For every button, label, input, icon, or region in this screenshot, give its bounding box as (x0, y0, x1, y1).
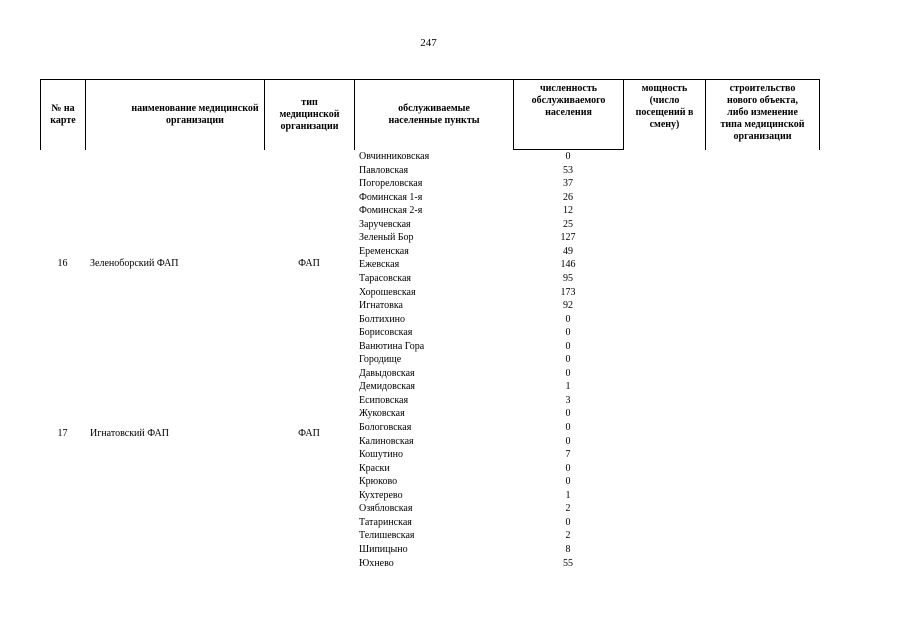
population-value: 0 (565, 367, 571, 379)
population-value: 1 (565, 489, 571, 501)
table-row (0, 177, 905, 191)
org-name: Зеленоборский ФАП (90, 258, 179, 269)
population-value: 49 (563, 245, 573, 257)
settlement-name: Жуковская (359, 408, 405, 420)
header-num: № на карте (40, 79, 85, 150)
table-row (0, 299, 905, 313)
table-row (0, 475, 905, 489)
table-row (0, 204, 905, 218)
population-value: 146 (560, 259, 576, 271)
table-row (0, 340, 905, 354)
org-type: ФАП (298, 428, 320, 439)
table-row (0, 380, 905, 394)
table-row (0, 407, 905, 421)
population-value: 0 (565, 435, 571, 447)
population-value: 0 (565, 313, 571, 325)
table-row (0, 462, 905, 476)
table-row (0, 516, 905, 530)
settlement-name: Фоминская 1-я (359, 191, 423, 203)
population-value: 95 (563, 272, 573, 284)
population-value: 0 (565, 340, 571, 352)
header-name: наименование медицинской организации (85, 79, 304, 150)
settlement-name: Павловская (359, 164, 409, 176)
table-row (0, 231, 905, 245)
population-value: 53 (563, 164, 573, 176)
population-value: 3 (565, 394, 571, 406)
header-type: тип медицинской организации (264, 79, 354, 150)
table-row (0, 367, 905, 381)
org-name: Игнатовский ФАП (90, 428, 169, 439)
table-row (0, 286, 905, 300)
population-value: 25 (563, 218, 573, 230)
table-row (0, 557, 905, 571)
settlement-name: Калиновская (359, 435, 414, 447)
settlement-name: Игнатовка (359, 300, 403, 312)
population-value: 55 (563, 557, 573, 569)
table-row (0, 218, 905, 232)
page-number: 247 (420, 37, 437, 49)
header-capacity: мощность (число посещений в смену) (623, 79, 705, 150)
settlement-name: Фоминская 2-я (359, 205, 423, 217)
population-value: 26 (563, 191, 573, 203)
settlement-name: Есиповская (359, 394, 409, 406)
settlement-name: Городище (359, 354, 402, 366)
population-value: 0 (565, 476, 571, 488)
settlement-name: Зеленый Бор (359, 232, 414, 244)
settlement-name: Тарасовская (359, 272, 412, 284)
population-value: 0 (565, 422, 571, 433)
population-value: 173 (560, 286, 576, 298)
population-value: 0 (565, 354, 571, 366)
table-row (0, 394, 905, 408)
population-value: 2 (565, 530, 571, 542)
header-construction: строительство нового объекта, либо изменение типа медицинской организации (705, 79, 820, 150)
table-row (0, 326, 905, 340)
table-row (0, 489, 905, 503)
settlement-name: Болтихино (359, 313, 406, 325)
table-row (0, 543, 905, 557)
population-value: 0 (565, 516, 571, 528)
header-settlements: обслуживаемые населенные пункты (354, 79, 513, 150)
settlement-name: Хорошевская (359, 286, 416, 298)
settlement-name: Ежевская (359, 259, 400, 271)
table-row (0, 353, 905, 367)
settlement-name: Кухтерево (359, 489, 403, 501)
settlement-name: Ванютина Гора (359, 340, 425, 352)
settlement-name: Погореловская (359, 178, 423, 190)
settlement-name: Татаринская (359, 516, 412, 528)
table-row (0, 164, 905, 178)
population-value: 37 (563, 178, 573, 190)
population-value: 127 (560, 232, 576, 244)
settlement-name: Кошутино (359, 449, 403, 461)
settlement-name: Юхнево (359, 557, 394, 569)
population-value: 0 (565, 327, 571, 339)
population-value: 2 (565, 503, 571, 515)
settlement-name: Овчинниковская (359, 151, 430, 162)
settlement-name: Озябловская (359, 503, 413, 515)
population-value: 0 (565, 462, 571, 474)
org-number: 17 (57, 428, 68, 439)
population-value: 8 (565, 543, 571, 555)
table-row (0, 448, 905, 462)
table-row (0, 502, 905, 516)
population-value: 0 (565, 408, 571, 420)
settlement-name: Шипицыно (359, 543, 408, 555)
table-row (0, 313, 905, 327)
table-row (0, 191, 905, 205)
table-row (0, 272, 905, 286)
population-value: 1 (565, 381, 571, 393)
settlement-name: Заручевская (359, 218, 411, 230)
settlement-name: Бологовская (359, 422, 412, 433)
table-row (0, 529, 905, 543)
table-row (0, 245, 905, 259)
settlement-name: Крюково (359, 476, 398, 488)
header-population: численность обслуживаемого населения (513, 79, 623, 150)
population-value: 0 (565, 151, 571, 162)
org-type: ФАП (298, 258, 320, 269)
table-row (0, 150, 905, 164)
org-number: 16 (57, 258, 68, 269)
settlement-name: Демидовская (359, 381, 415, 393)
settlement-name: Борисовская (359, 327, 413, 339)
settlement-name: Давыдовская (359, 367, 415, 379)
settlement-name: Еремeнская (359, 245, 409, 257)
population-value: 92 (563, 300, 573, 312)
settlement-name: Краски (359, 462, 390, 474)
population-value: 7 (565, 449, 571, 461)
table-header (40, 79, 820, 150)
population-value: 12 (563, 205, 573, 217)
settlement-name: Телишевская (359, 530, 415, 542)
